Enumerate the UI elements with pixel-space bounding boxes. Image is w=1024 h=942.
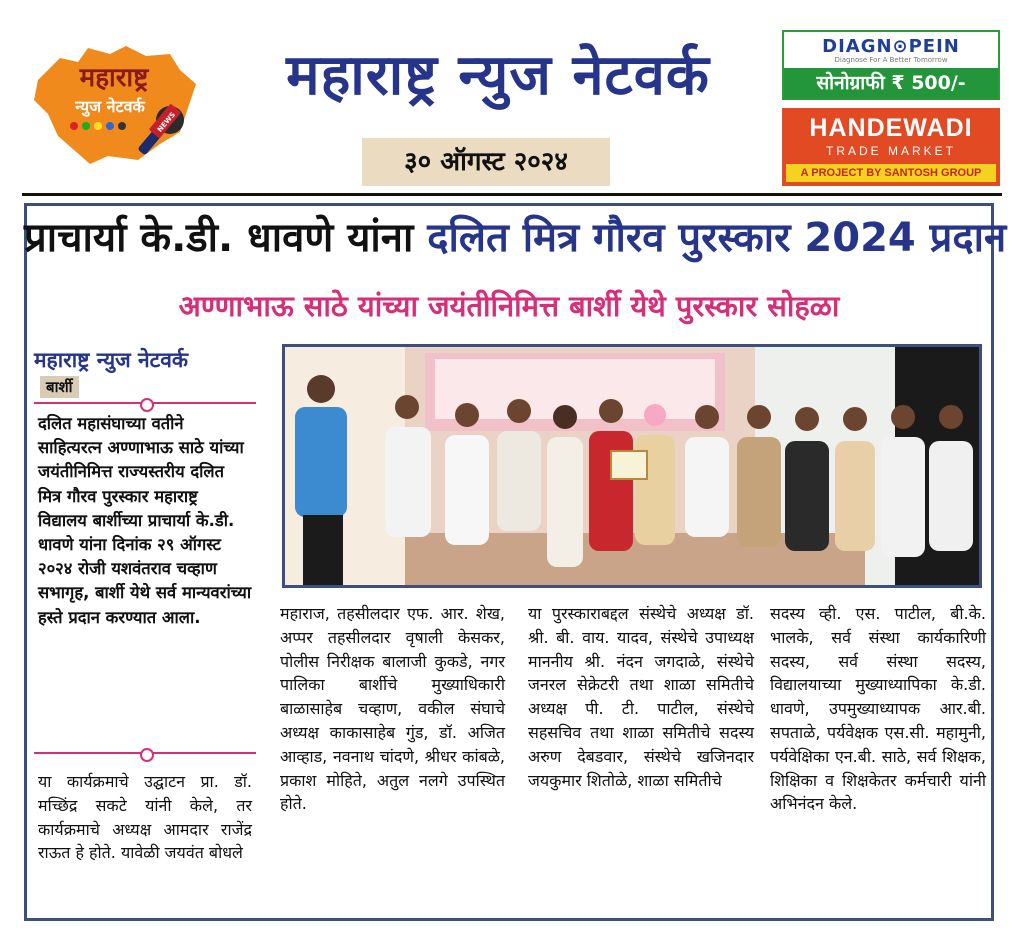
- logo-line2: न्युज नेटवर्क: [75, 97, 145, 116]
- svg-text:NEWS: NEWS: [155, 110, 178, 134]
- issue-date: ३० ऑगस्ट २०२४: [362, 138, 610, 186]
- dateline-place: बार्शी: [40, 376, 79, 398]
- article-headline: [24, 212, 1007, 264]
- diagnopein-ad[interactable]: [782, 30, 1000, 100]
- divider-top: [34, 402, 256, 404]
- logo-line1: महाराष्ट्र: [79, 63, 149, 93]
- masthead-title: महाराष्ट्र न्युज नेटवर्क: [286, 43, 710, 108]
- ad-brand: DIAGN⊙PEIN: [822, 36, 960, 57]
- ad-subtitle: TRADE MARKET: [825, 144, 956, 158]
- headline-part2: दलित मित्र गौरव पुरस्कार 2024 प्रदान: [427, 215, 1007, 261]
- header-rule: [22, 193, 1002, 196]
- article-lede: दलित महासंघाच्या वतीने साहित्यरत्न अण्णाभाऊ साठे यांच्या जयंतीनिमित्त राज्यस्तरीय दलित मित्र गौरव पुरस्कार महाराष्ट्र विद्यालय बार्शीच्या प्राचार्या के.डी. धावणे यांना दिनांक २९ ऑगस्ट २०२४ रोजी यशवंतराव चव्हाण सभागृह, बार्शी येथे सर्व मान्यवरांच्या हस्ते प्रदान करण्यात आला.: [38, 414, 252, 627]
- handewadi-ad[interactable]: [782, 108, 1000, 186]
- ad-project: A PROJECT BY SANTOSH GROUP: [786, 164, 996, 182]
- ad-offer: सोनोग्राफी ₹ 500/-: [784, 68, 998, 98]
- article-column-2: महाराज, तहसीलदार एफ. आर. शेख, अप्पर तहसीलदार वृषाली केसकर, पोलीस निरीक्षक बालाजी कुकडे, नगर पालिका बार्शीचे मुख्याधिकारी बाळासाहेब चव्हाण, वकील संघाचे अध्यक्ष काकासाहेब गुंड, डॉ. अजित आव्हाड, नवनाथ चांदणे, श्रीधर कांबळे, प्रकाश मोहिते, अतुल नलगे उपस्थित होते.: [280, 604, 505, 814]
- article-column-4: सदस्य व्ही. एस. पाटील, बी.के. भालके, सर्व संस्था कार्यकारिणी सदस्य, सर्व संस्था सदस्य, विद्यालयाच्या मुख्याध्यापिका के.डी. धावणे, उपमुख्याध्यापक आर.बी. सपताळे, पर्यवेक्षक एस.सी. महामुनी, पर्यवेक्षिका एन.बी. साठे, सर्व शिक्षक, शिक्षिका व शिक्षकेतर कर्मचारी यांनी अभिनंदन केले.: [770, 604, 986, 814]
- ad-tagline: Diagnose For A Better Tomorrow: [834, 56, 948, 64]
- award-ceremony-photo: [282, 344, 982, 588]
- ad-title: HANDEWADI: [809, 114, 973, 142]
- maharashtra-news-logo: [30, 40, 200, 168]
- article-column-1: या कार्यक्रमाचे उद्घाटन प्रा. डॉ. मच्छिंद्र सकटे यांनी केले, तर कार्यक्रमाचे अध्यक्ष आमदार राजेंद्र राऊत हे होते. यावेळी जयवंत बोधले: [38, 772, 252, 863]
- divider-bottom: [34, 752, 256, 754]
- headline-part1: प्राचार्या के.डी. धावणे यांना: [24, 215, 428, 261]
- byline: महाराष्ट्र न्युज नेटवर्क: [34, 348, 189, 372]
- article-subheadline: अण्णाभाऊ साठे यांच्या जयंतीनिमित्त बार्शी येथे पुरस्कार सोहळा: [178, 289, 840, 323]
- article-column-3: या पुरस्काराबद्दल संस्थेचे अध्यक्ष डॉ. श्री. बी. वाय. यादव, संस्थेचे उपाध्यक्ष माननीय श्री. नंदन जगदाळे, संस्थेचे जनरल सेक्रेटरी तथा शाळा समितीचे अध्यक्ष पी. टी. पाटील, संस्थेचे सहसचिव तथा शाळा समितीचे सदस्य अरुण देबडवार, संस्थेचे खजिनदार जयकुमार शितोळे, शाळा समितीचे: [528, 604, 754, 790]
